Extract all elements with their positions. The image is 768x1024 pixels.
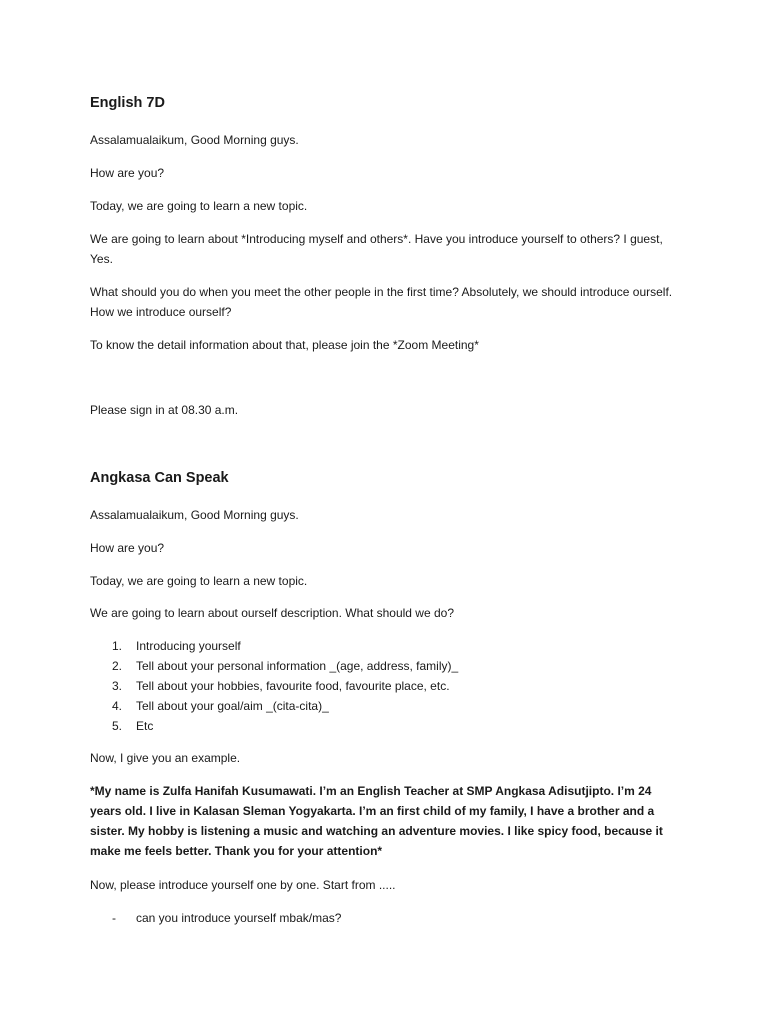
today-text: Today, we are going to learn a new topic. [90, 574, 308, 588]
list-number: 2. [112, 659, 123, 673]
greeting-text: Assalamualaikum, Good Morning guys. [90, 133, 299, 147]
topic-paragraph: We are going to learn about *Introducing myself and others*. Have you introduce yourself to others? I guest, Yes. [90, 232, 663, 266]
instruction-text: Now, please introduce yourself one by one. Start from ..... [90, 878, 396, 892]
sign-in-text: Please sign in at 08.30 a.m. [90, 403, 239, 417]
list-item [112, 676, 450, 696]
today-text: Today, we are going to learn a new topic. [90, 199, 308, 213]
list-item [112, 716, 153, 736]
list-item [112, 696, 329, 716]
how-are-you-text: How are you? [90, 541, 165, 555]
list-number: 4. [112, 699, 123, 713]
list-text: Tell about your hobbies, favourite food, favourite place, etc. [136, 679, 450, 693]
bullet-item [112, 908, 341, 928]
list-text: Tell about your personal information _(age, address, family)_ [136, 659, 459, 673]
join-zoom-text: To know the detail information about that, please join the *Zoom Meeting* [90, 338, 479, 352]
list-item [112, 656, 458, 676]
list-number: 5. [112, 719, 123, 733]
list-text: Etc [136, 719, 154, 733]
bullet-marker: - [112, 911, 116, 925]
list-number: 1. [112, 639, 123, 653]
greeting-text: Assalamualaikum, Good Morning guys. [90, 508, 299, 522]
bullet-text: can you introduce yourself mbak/mas? [136, 911, 342, 925]
example-intro-text: Now, I give you an example. [90, 751, 241, 765]
question-paragraph: What should you do when you meet the other people in the first time? Absolutely, we should introduce ourself. How we introduce ourself? [90, 285, 673, 319]
list-text: Introducing yourself [136, 639, 241, 653]
section-title-english-7d: English 7D [90, 95, 165, 111]
topic-paragraph: We are going to learn about ourself description. What should we do? [90, 606, 454, 620]
example-paragraph: *My name is Zulfa Hanifah Kusumawati. I’m an English Teacher at SMP Angkasa Adisutjipto. I’m 24 years old. I live in Kalasan Sleman Yogyakarta. I’m an first child of my family, I have a brother and a sister. My hobby is listening a music and watching an adventure movies. I like spicy food, because it make me feels better. Thank you for your attention* [90, 784, 663, 858]
section-title-angkasa-can-speak: Angkasa Can Speak [90, 470, 229, 486]
list-number: 3. [112, 679, 123, 693]
list-text: Tell about your goal/aim _(cita-cita)_ [136, 699, 329, 713]
how-are-you-text: How are you? [90, 166, 165, 180]
list-item [112, 636, 241, 656]
